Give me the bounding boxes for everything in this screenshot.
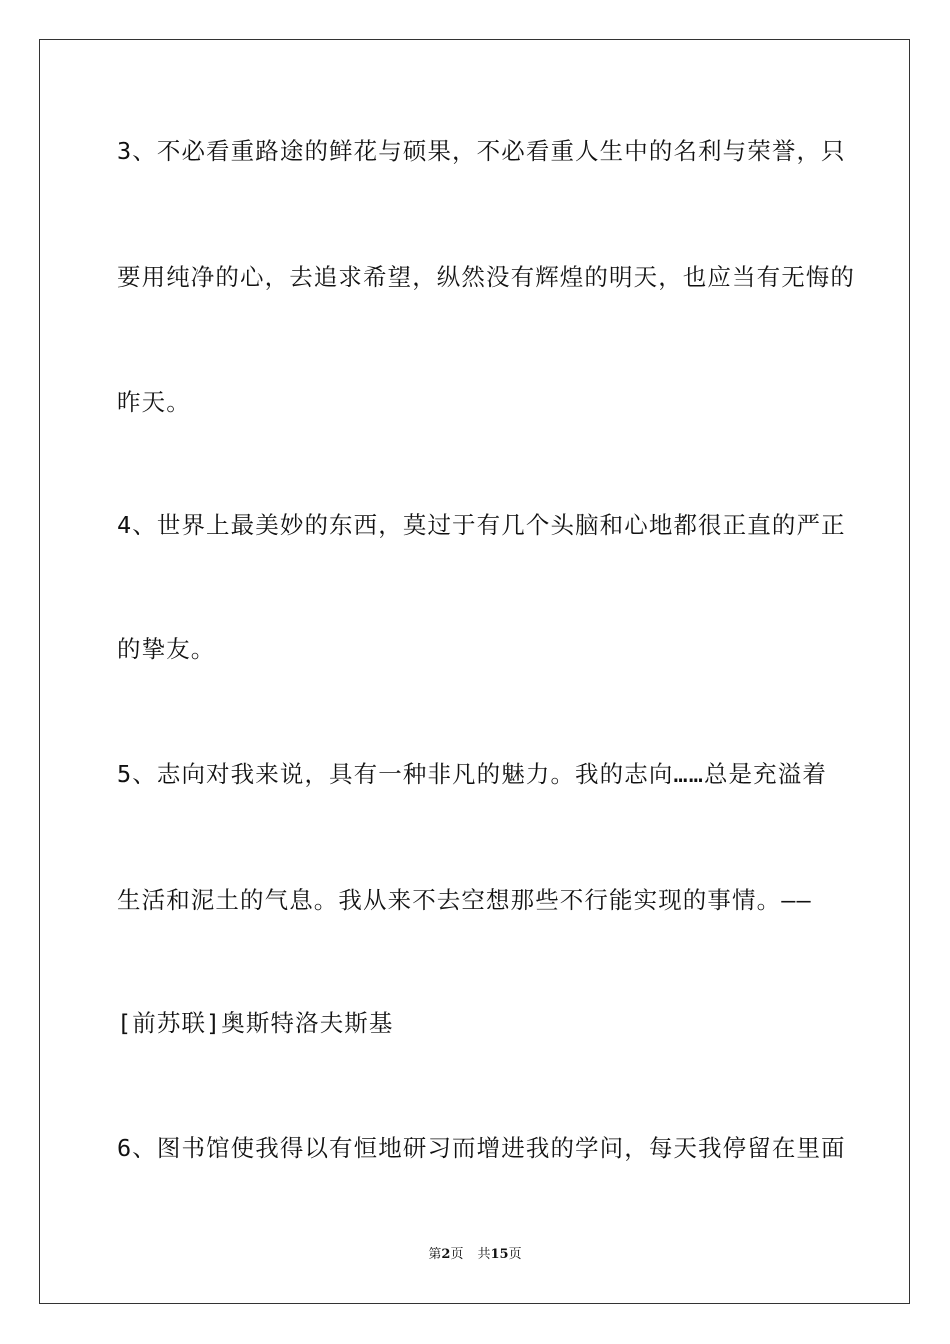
page-prefix: 第 <box>428 1247 442 1262</box>
text-line-5: 的挚友。 <box>117 635 216 663</box>
page-number: 2 <box>441 1247 451 1262</box>
page-border <box>39 39 910 1304</box>
text-line-1: 3、不必看重路途的鲜花与硕果，不必看重人生中的名利与荣誉，只 <box>117 137 846 165</box>
page-footer <box>0 1246 950 1264</box>
page-suffix: 页 <box>450 1247 464 1262</box>
total-prefix: 共 <box>477 1247 491 1262</box>
total-suffix: 页 <box>508 1247 522 1262</box>
total-pages: 15 <box>490 1247 509 1262</box>
text-line-7: 生活和泥土的气息。我从来不去空想那些不行能实现的事情。—— <box>117 886 812 914</box>
text-line-6: 5、志向对我来说，具有一种非凡的魅力。我的志向……总是充溢着 <box>117 760 827 788</box>
text-line-4: 4、世界上最美妙的东西，莫过于有几个头脑和心地都很正直的严正 <box>117 511 846 539</box>
text-line-9: 6、图书馆使我得以有恒地研习而增进我的学问，每天我停留在里面 <box>117 1134 846 1162</box>
text-line-8: [前苏联]奥斯特洛夫斯基 <box>117 1009 394 1037</box>
text-line-2: 要用纯净的心，去追求希望，纵然没有辉煌的明天，也应当有无悔的 <box>117 263 855 291</box>
text-line-3: 昨天。 <box>117 388 191 416</box>
